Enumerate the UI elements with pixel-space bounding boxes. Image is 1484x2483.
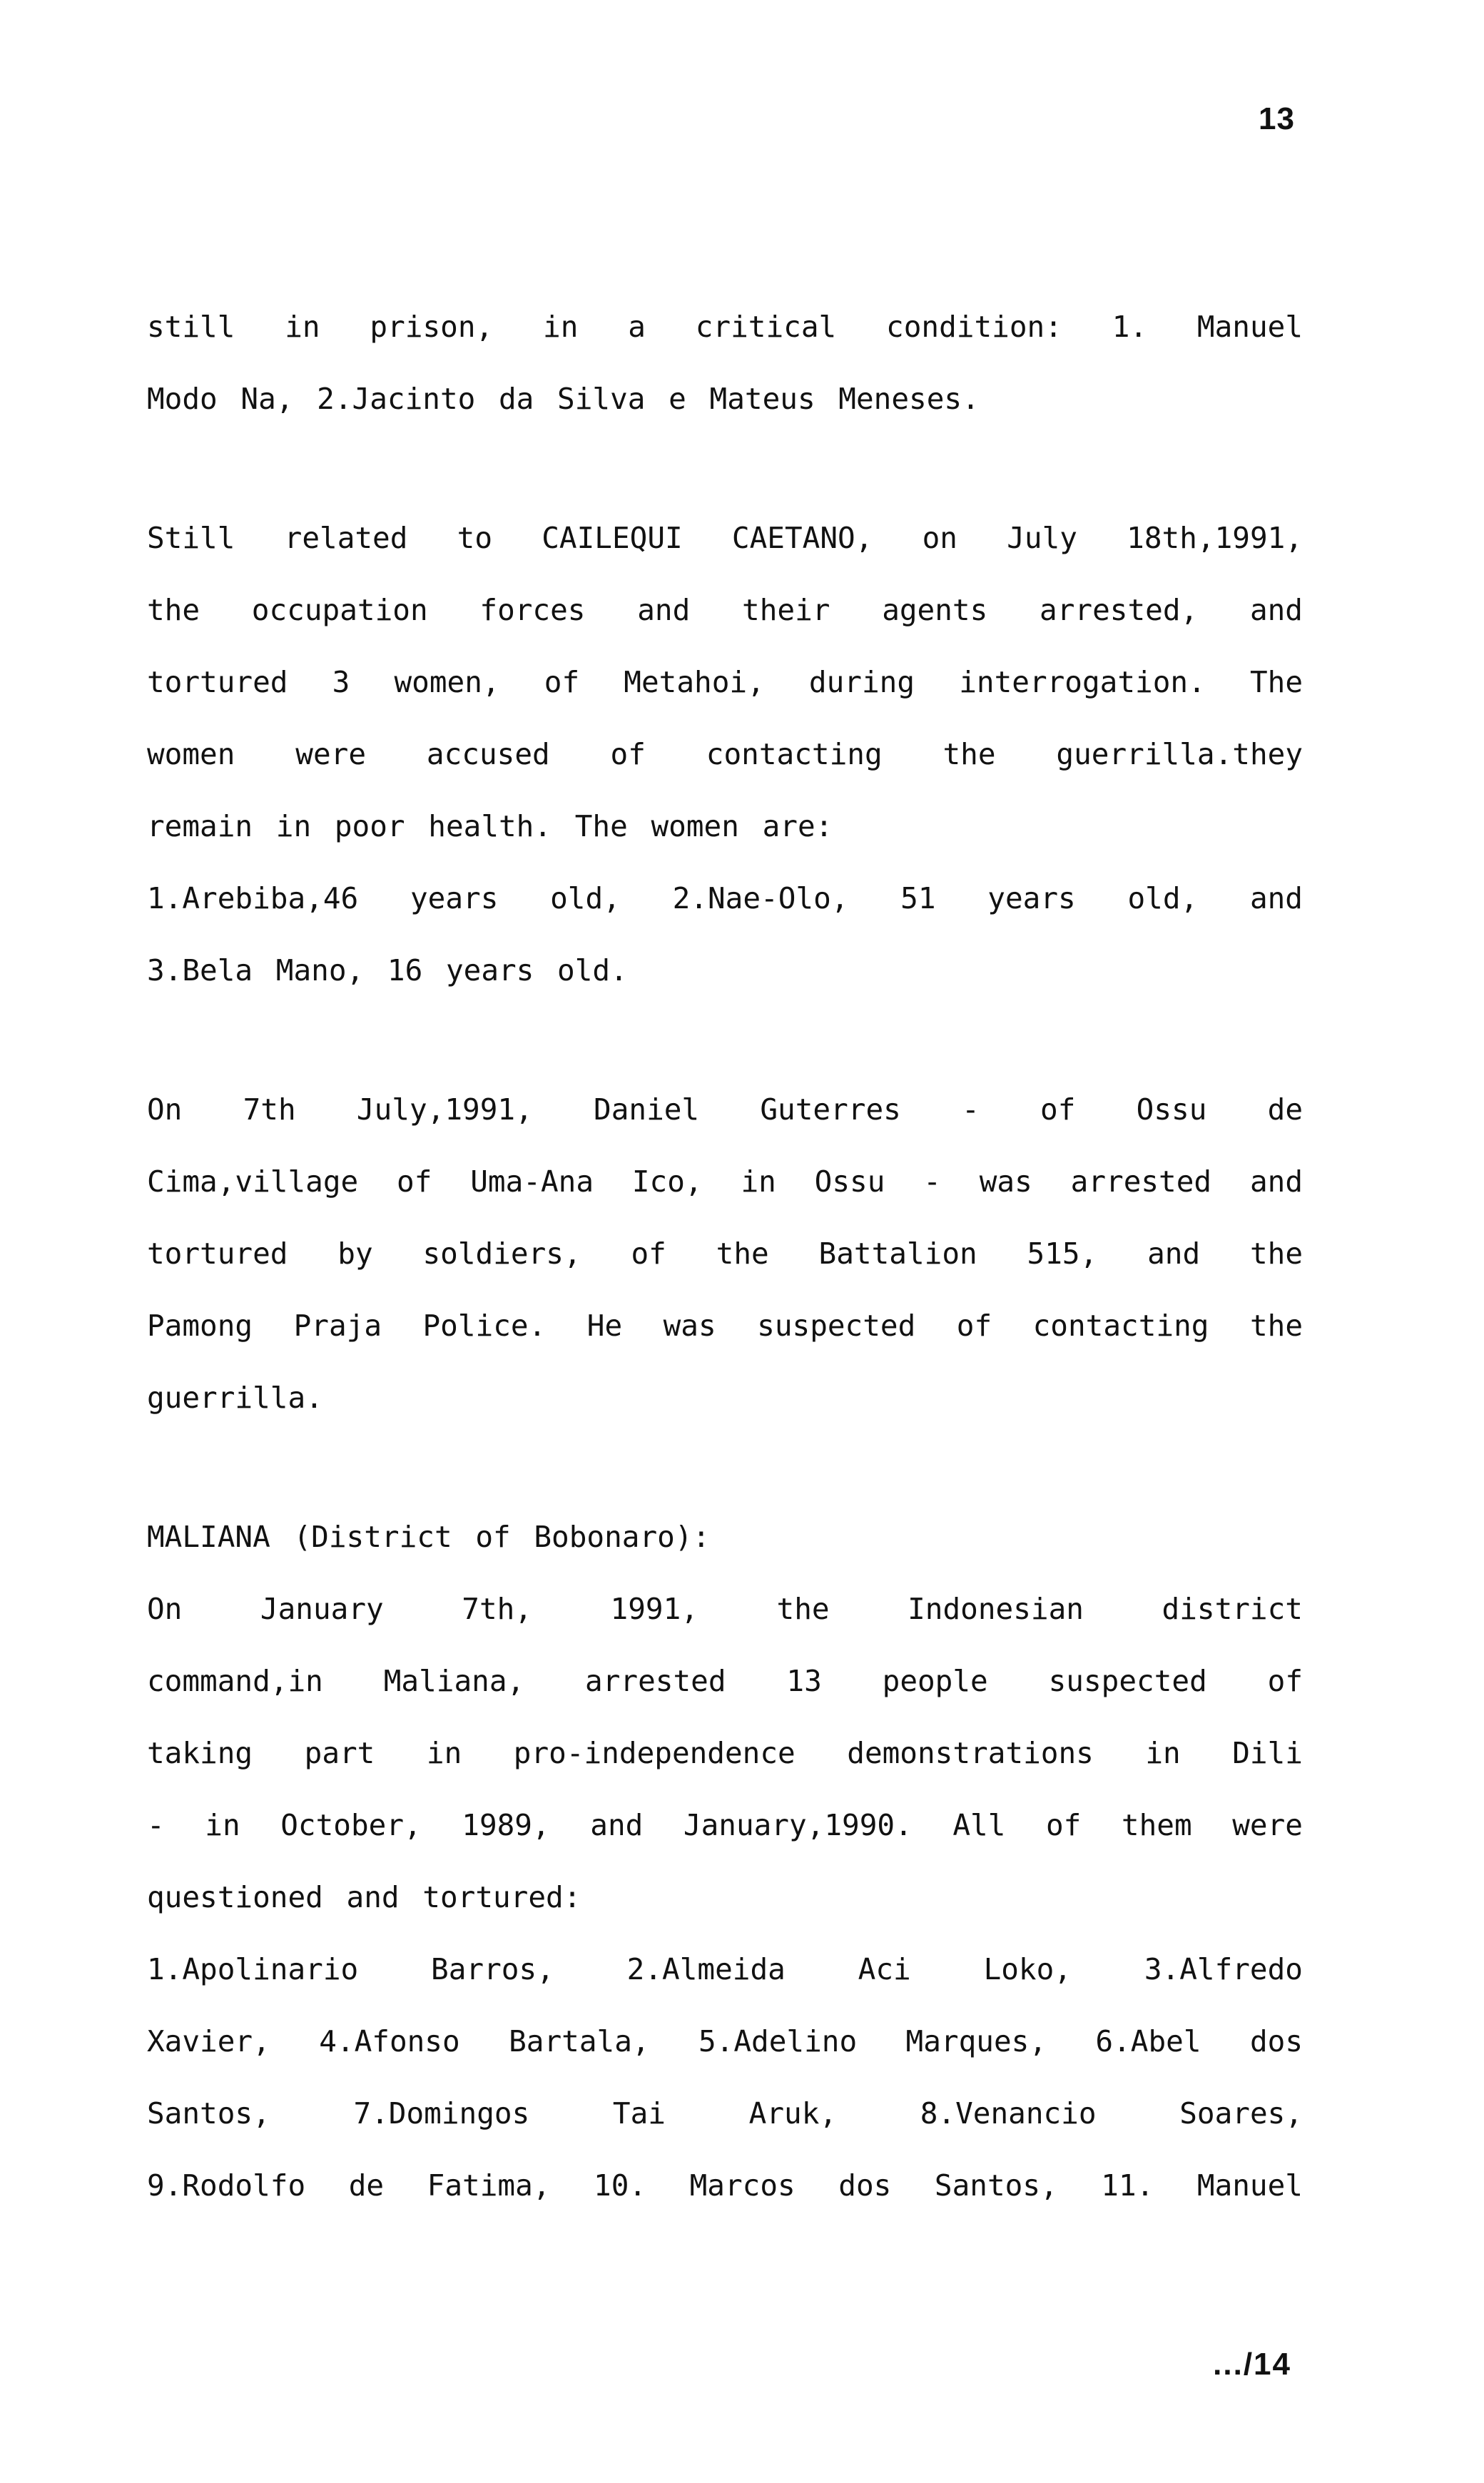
text-line: Pamong Praja Police. He was suspected of contacting the: [147, 1309, 1303, 1343]
text-line: 1.Apolinario Barros, 2.Almeida Aci Loko, 3.Alfredo: [147, 1952, 1303, 1986]
text-line: On January 7th, 1991, the Indonesian district: [147, 1592, 1303, 1626]
paragraph: [147, 1074, 1303, 1434]
next-page-marker: .../14: [1213, 2347, 1291, 2382]
text-line: questioned and tortured:: [147, 1880, 581, 1914]
text-line: 3.Bela Mano, 16 years old.: [147, 953, 628, 987]
text-line: tortured by soldiers, of the Battalion 515, and the: [147, 1237, 1303, 1271]
text-line: - in October, 1989, and January,1990. All of them were: [147, 1808, 1303, 1842]
text-line: 1.Arebiba,46 years old, 2.Nae-Olo, 51 years old, and: [147, 881, 1303, 915]
text-line: Modo Na, 2.Jacinto da Silva e Mateus Meneses.: [147, 382, 980, 416]
text-line: On 7th July,1991, Daniel Guterres - of Ossu de: [147, 1092, 1303, 1127]
paragraph: [147, 502, 1303, 1007]
text-line: Santos, 7.Domingos Tai Aruk, 8.Venancio Soares,: [147, 2096, 1303, 2131]
text-line: Still related to CAILEQUI CAETANO, on July 18th,1991,: [147, 521, 1303, 555]
text-line: tortured 3 women, of Metahoi, during interrogation. The: [147, 665, 1303, 699]
text-line: command,in Maliana, arrested 13 people suspected of: [147, 1664, 1303, 1698]
text-line: the occupation forces and their agents arrested, and: [147, 593, 1303, 627]
section-heading: MALIANA (District of Bobonaro):: [147, 1520, 711, 1554]
paragraph: [147, 1501, 1303, 2222]
text-line: women were accused of contacting the guerrilla.they: [147, 737, 1303, 771]
text-line: taking part in pro-independence demonstrations in Dili: [147, 1736, 1303, 1770]
text-line: remain in poor health. The women are:: [147, 809, 833, 843]
document-body: [147, 291, 1303, 2289]
text-line: still in prison, in a critical condition: 1. Manuel: [147, 310, 1303, 344]
text-line: Xavier, 4.Afonso Bartala, 5.Adelino Marques, 6.Abel dos: [147, 2024, 1303, 2058]
page-number: 13: [1259, 101, 1295, 136]
text-line: 9.Rodolfo de Fatima, 10. Marcos dos Santos, 11. Manuel: [147, 2168, 1303, 2203]
paragraph: [147, 291, 1303, 435]
text-line: Cima,village of Uma-Ana Ico, in Ossu - was arrested and: [147, 1164, 1303, 1199]
text-line: guerrilla.: [147, 1381, 323, 1415]
